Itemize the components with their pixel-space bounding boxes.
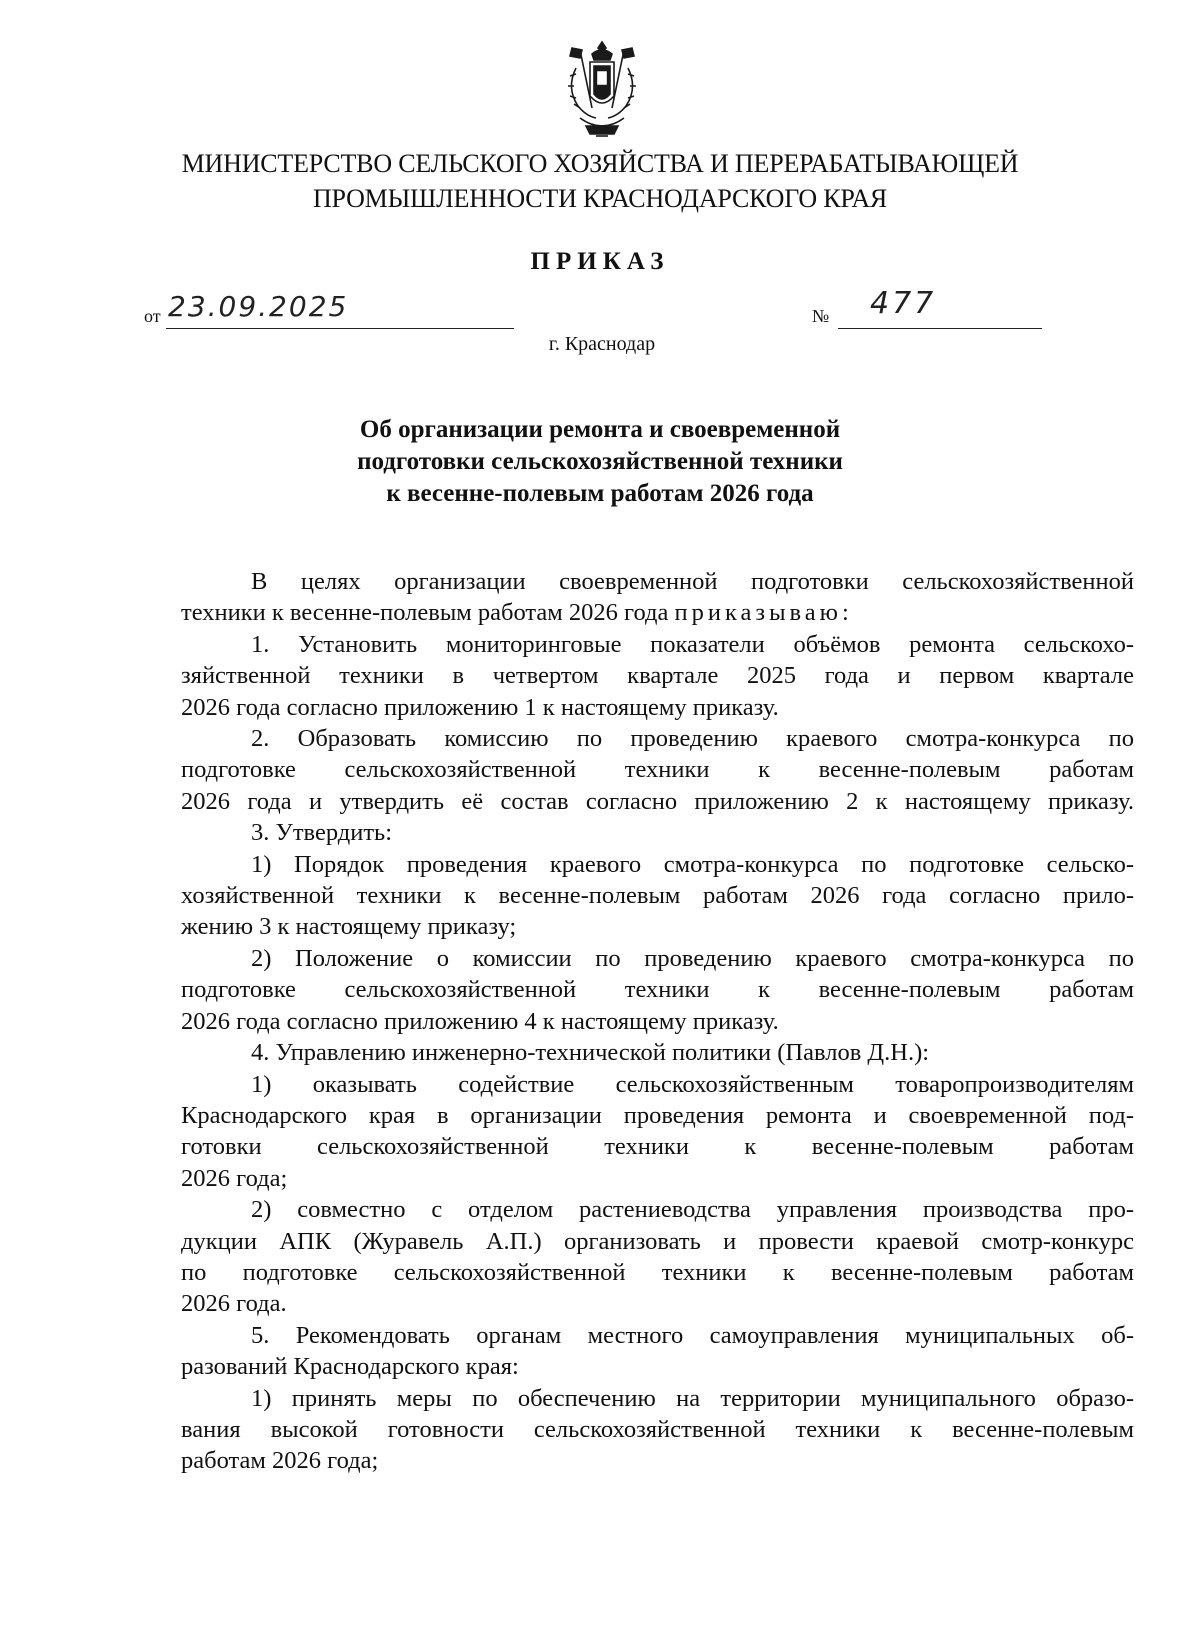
body-line: подготовке сельскохозяйственной техники к весенне-полевым работам <box>181 756 1134 784</box>
body-line: 2. Образовать комиссию по проведению краевого смотра-конкурса по <box>251 725 1134 753</box>
order-word: приказываю: <box>674 599 853 627</box>
coat-of-arms-icon <box>556 38 648 142</box>
body-line: зяйственной техники в четвертом квартале 2025 года и первом квартале <box>181 662 1134 690</box>
body-line: хозяйственной техники к весенне-полевым работам 2026 года согласно прило- <box>181 882 1134 910</box>
body-line: 2) Положение о комиссии по проведению краевого смотра-конкурса по <box>251 944 1134 972</box>
body-line: готовки сельскохозяйственной техники к весенне-полевым работам <box>181 1133 1134 1161</box>
body-line: В целях организации своевременной подготовки сельскохозяйственной <box>251 568 1134 595</box>
body-line: 2026 года; <box>181 1164 288 1192</box>
body-line: 5. Рекомендовать органам местного самоуправления муниципальных об- <box>251 1321 1134 1349</box>
body-line: 1) Порядок проведения краевого смотра-конкурса по подготовке сельско- <box>251 850 1134 878</box>
body-line: жению 3 к настоящему приказу; <box>181 913 517 941</box>
number-underline <box>838 328 1042 329</box>
body-line: 2) совместно с отделом растениеводства управления производства про- <box>251 1196 1134 1224</box>
date-underline <box>166 328 514 329</box>
title-line-2: подготовки сельскохозяйственной техники <box>357 448 843 475</box>
ministry-name-line-1: МИНИСТЕРСТВО СЕЛЬСКОГО ХОЗЯЙСТВА И ПЕРЕРАБАТЫВАЮЩЕЙ <box>181 149 1019 178</box>
body-line <box>181 597 1134 628</box>
title-line-3: к весенне-полевым работам 2026 года <box>386 480 814 507</box>
body-line: 1. Установить мониторинговые показатели объёмов ремонта сельскохо- <box>251 630 1134 658</box>
city: г. Краснодар <box>548 333 656 355</box>
body-line: 2026 года. <box>181 1290 287 1318</box>
document-title <box>0 414 1200 510</box>
ministry-name-line-2: ПРОМЫШЛЕННОСТИ КРАСНОДАРСКОГО КРАЯ <box>312 184 888 213</box>
body-line: Краснодарского края в организации проведения ремонта и своевременной под- <box>181 1101 1134 1129</box>
body-line: вания высокой готовности сельскохозяйственной техники к весенне-полевым <box>181 1415 1134 1443</box>
body-line: 2026 года согласно приложению 4 к настоящему приказу. <box>181 1007 779 1035</box>
body-line: 3. Утвердить: <box>251 819 393 847</box>
document-type: ПРИКАЗ <box>530 248 670 275</box>
date-prefix: от <box>144 306 161 326</box>
body-line: подготовке сельскохозяйственной техники к весенне-полевым работам <box>181 976 1134 1004</box>
body-line: 4. Управлению инженерно-технической политики (Павлов Д.Н.): <box>251 1039 930 1067</box>
number-prefix: № <box>812 306 830 326</box>
number-block <box>812 286 1042 330</box>
body-line: дукции АПК (Журавель А.П.) организовать и провести краевой смотр-конкурс <box>181 1227 1134 1255</box>
handwritten-number: 477 <box>870 286 937 321</box>
body-line: 2026 года и утвердить её состав согласно приложению 2 к настоящему приказу. <box>181 787 1134 815</box>
body-text: техники к весенне-полевым работам 2026 года <box>181 599 675 627</box>
body-line: работам 2026 года; <box>181 1447 379 1475</box>
document-body <box>181 566 1134 1477</box>
body-line: 1) принять меры по обеспечению на территории муниципального образо- <box>251 1384 1134 1412</box>
body-line: 2026 года согласно приложению 1 к настоящему приказу. <box>181 693 779 721</box>
ministry-name <box>0 146 1200 216</box>
handwritten-date: 23.09.2025 <box>168 290 349 323</box>
body-line: 1) оказывать содействие сельскохозяйственным товаропроизводителям <box>251 1070 1134 1098</box>
title-line-1: Об организации ремонта и своевременной <box>359 416 841 443</box>
body-line: по подготовке сельскохозяйственной техники к весенне-полевым работам <box>181 1258 1134 1286</box>
body-line: разований Краснодарского края: <box>181 1353 519 1381</box>
